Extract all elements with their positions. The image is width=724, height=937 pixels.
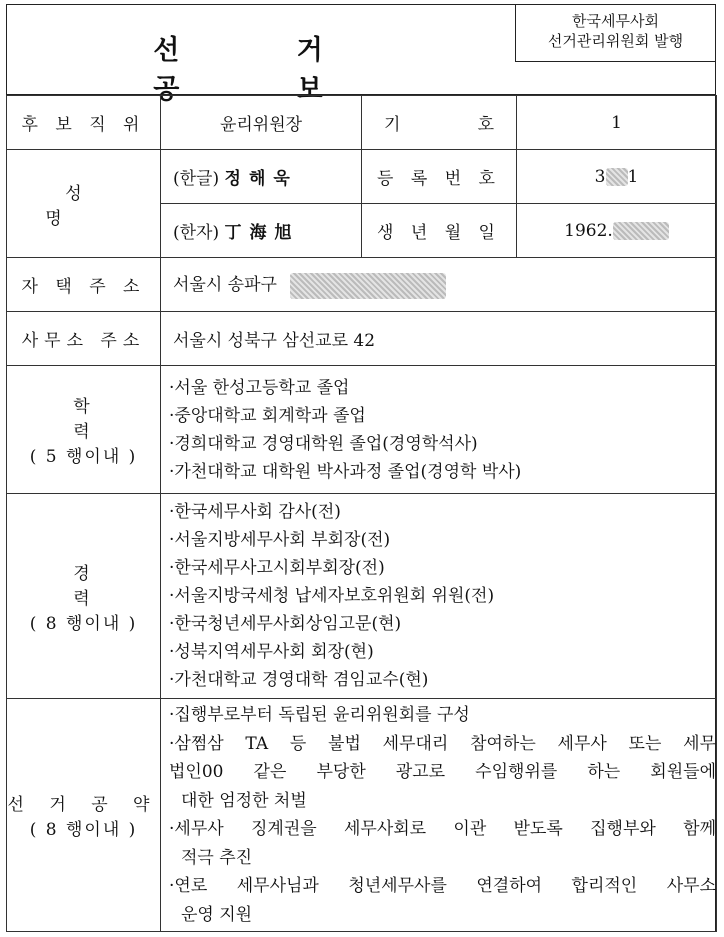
home-address-label: 자 택 주 소 [7,258,161,312]
education-list [161,366,717,494]
hangul-name: 정해욱 [224,169,298,189]
position-value: 윤리위원장 [161,96,362,150]
list-item: ·가천대학교 경영대학 겸임교수(현) [169,670,429,690]
education-label: 학 력 ( 5 행이내 ) [7,366,161,494]
number-label-right: 호 [477,115,494,135]
list-item: ·성북지역세무사회 회장(현) [169,642,374,662]
pledge-line: ·삼쩜삼 TA 등 불법 세무대리 참여하는 세무사 또는 세무 [169,733,716,754]
hanja-name-cell [161,204,362,258]
hanja-name: 丁海旭 [224,223,300,243]
hanja-prefix: (한자) [173,223,220,243]
reg-number-value: 3 1 [517,150,717,204]
home-address-value: 서울시 송파구 [161,258,717,312]
document-title: 선 거 공 보 [153,35,377,105]
pledge-line: 대한 엄정한 처벌 [181,790,307,811]
office-address-label: 사무소 주소 [7,312,161,366]
list-item: ·서울 한성고등학교 졸업 [169,377,350,398]
office-address-value: 서울시 성북구 삼선교로 42 [161,312,717,366]
redacted-mark [606,168,628,186]
reg-number-label: 등 록 번 호 [362,150,517,204]
list-item: ·서울지방세무사회 부회장(전) [169,530,391,550]
issuer-box [515,4,716,62]
number-label-left: 기 [384,115,401,135]
position-label: 후 보 직 위 [7,96,161,150]
list-item: ·가천대학교 대학원 박사과정 졸업(경영학 박사) [169,461,522,482]
pledge-line: ·세무사 징계권을 세무사회로 이관 받도록 집행부와 함께 [169,819,716,839]
candidate-table [6,95,717,932]
list-item: ·한국세무사회 감사(전) [169,502,341,522]
number-value: 1 [517,96,717,150]
pledge-line: 운영 지원 [181,904,253,925]
career-list [161,494,717,699]
issuer-line-1: 한국세무사회 [572,12,659,30]
birth-label: 생 년 월 일 [362,204,517,258]
pledge-line: 적극 추진 [181,847,253,868]
list-item: ·중앙대학교 회계학과 졸업 [169,405,366,426]
issuer-line-2: 선거관리위원회 발행 [547,32,684,50]
pledge-label: 선 거 공 약 ( 8 행이내 ) [7,699,161,932]
redacted-mark [613,222,669,240]
pledge-line: ·집행부로부터 독립된 윤리위원회를 구성 [169,705,470,725]
birth-value: 1962. [517,204,717,258]
hangul-prefix: (한글) [173,169,220,189]
pledge-list [161,699,717,932]
pledge-line: ·연로 세무사님과 청년세무사를 연결하여 합리적인 사무소 [169,876,716,896]
name-label: 성 명 [7,150,161,258]
number-label [362,96,517,150]
redacted-mark [290,273,446,299]
list-item: ·경희대학교 경영대학원 졸업(경영학석사) [169,433,478,454]
career-label: 경 력 ( 8 행이내 ) [7,494,161,699]
hangul-name-cell [161,150,362,204]
pledge-line: 법인00 같은 부당한 광고로 수임행위를 하는 회원들에 [169,762,716,782]
list-item: ·한국청년세무사회상임고문(현) [169,614,402,634]
list-item: ·서울지방국세청 납세자보호위원회 위원(전) [169,586,495,606]
list-item: ·한국세무사고시회부회장(전) [169,558,385,578]
